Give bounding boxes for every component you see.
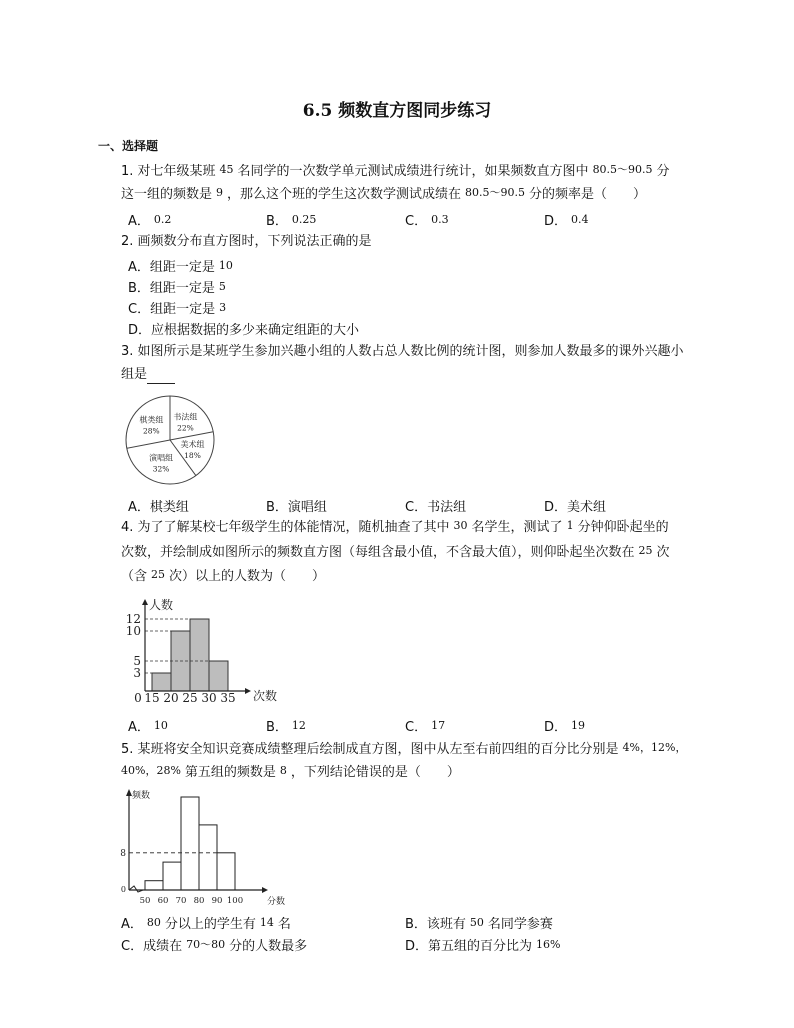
q1-text: 分的频率是（ ） bbox=[529, 187, 647, 202]
q1-line2 bbox=[121, 186, 646, 204]
q4-option-b[interactable]: B． 12 bbox=[266, 719, 306, 735]
q4-line2: 次数，并绘制成如图所示的频数直方图（每组含最小值，不含最大值），则仰卧起坐次数在 25 次 bbox=[121, 544, 670, 560]
x-tick-label: 20 bbox=[163, 691, 179, 705]
x-tick-label: 35 bbox=[220, 691, 236, 705]
q4-line3: （含 25 次）以上的人数为（ ） bbox=[121, 568, 326, 584]
x-axis-label: 次数 bbox=[253, 689, 278, 703]
histogram-bar bbox=[199, 825, 217, 890]
situps-histogram bbox=[120, 595, 278, 707]
q5-option-a[interactable]: A． 80 分以上的学生有 14 名 bbox=[121, 916, 291, 932]
q3-option-a[interactable]: A．棋类组 bbox=[128, 500, 189, 515]
x-tick-label: 70 bbox=[175, 896, 187, 906]
q3-line1: 3. 如图所示是某班学生参加兴趣小组的人数占总人数比例的统计图，则参加人数最多的课外兴趣小 bbox=[121, 344, 684, 359]
interest-group-pie-chart bbox=[114, 392, 226, 488]
q1-number: 45 bbox=[219, 163, 234, 176]
pie-slice-label: 书法组 bbox=[173, 412, 198, 422]
origin-label: 0 bbox=[120, 885, 126, 894]
q2-option-d[interactable]: D．应根据数据的多少来确定组距的大小 bbox=[128, 323, 360, 338]
histogram-bar bbox=[163, 862, 181, 890]
x-tick-label: 25 bbox=[182, 691, 198, 705]
y-tick-label: 12 bbox=[125, 612, 141, 626]
y-tick-label: 5 bbox=[133, 654, 141, 668]
x-tick-label: 80 bbox=[193, 896, 205, 906]
q1-text: 这一组的频数是 bbox=[121, 187, 213, 202]
x-tick-label: 30 bbox=[201, 691, 217, 705]
q1-option-d[interactable]: D． 0.4 bbox=[544, 213, 589, 229]
q1-range: 80.5～90.5 bbox=[465, 186, 526, 199]
q5-line2: 40%，28% 第五组的频数是 8 ，下列结论错误的是（ ） bbox=[121, 764, 460, 780]
x-axis-label: 分数 bbox=[267, 897, 286, 907]
q3-option-d[interactable]: D．美术组 bbox=[544, 500, 607, 515]
q1-line1 bbox=[121, 163, 670, 181]
q3-option-c[interactable]: C．书法组 bbox=[405, 500, 467, 515]
histogram-bar bbox=[190, 619, 209, 691]
histogram-bar bbox=[181, 797, 199, 890]
x-tick-label: 15 bbox=[144, 691, 160, 705]
q3-option-b[interactable]: B．演唱组 bbox=[266, 500, 327, 515]
y-axis-label: 频数 bbox=[132, 791, 151, 801]
x-tick-label: 90 bbox=[211, 896, 223, 906]
q1-text: 分 bbox=[656, 164, 670, 179]
q1-option-b[interactable]: B． 0.25 bbox=[266, 213, 317, 229]
q1-range: 80.5～90.5 bbox=[592, 163, 653, 176]
competition-score-histogram bbox=[115, 784, 290, 906]
q1-option-c[interactable]: C． 0.3 bbox=[405, 213, 449, 229]
page-title: 6.5 频数直方图同步练习 bbox=[302, 101, 492, 121]
q5-option-b[interactable]: B．该班有 50 名同学参赛 bbox=[405, 916, 553, 932]
q4-option-d[interactable]: D． 19 bbox=[544, 719, 586, 735]
q5-option-c[interactable]: C．成绩在 70～80 分的人数最多 bbox=[121, 938, 308, 954]
answer-blank[interactable] bbox=[147, 371, 175, 384]
q5-option-d[interactable]: D．第五组的百分比为 16% bbox=[405, 938, 561, 954]
pie-slice-label: 美术组 bbox=[180, 439, 205, 449]
q1-text: 1. 对七年级某班 bbox=[121, 164, 216, 179]
q1-text: 名同学的一次数学单元测试成绩进行统计，如果频数直方图中 bbox=[237, 164, 589, 179]
q4-option-a[interactable]: A． 10 bbox=[128, 719, 168, 735]
q2-option-a[interactable]: A．组距一定是 10 bbox=[128, 259, 233, 275]
pie-slice-label: 演唱组 bbox=[149, 453, 174, 463]
histogram-bar bbox=[209, 661, 228, 691]
q5-line1: 5. 某班将安全知识竞赛成绩整理后绘制成直方图，图中从左至右前四组的百分比分别是 4%，12%， bbox=[121, 741, 687, 757]
q2-option-c[interactable]: C．组距一定是 3 bbox=[128, 301, 227, 317]
q1-text: ，那么这个班的学生这次数学测试成绩在 bbox=[227, 187, 462, 202]
pie-slice-percent: 28% bbox=[143, 426, 160, 436]
y-axis-arrow bbox=[142, 599, 148, 605]
q4-line1: 4. 为了了解某校七年级学生的体能情况，随机抽查了其中 30 名学生，测试了 1 分钟仰卧起坐的 bbox=[121, 519, 669, 535]
x-tick-label: 100 bbox=[226, 896, 244, 906]
pie-slice-percent: 18% bbox=[184, 450, 201, 460]
axis-break bbox=[129, 886, 143, 892]
y-axis-label: 人数 bbox=[149, 598, 174, 612]
histogram-bar bbox=[145, 881, 163, 890]
q4-option-c[interactable]: C． 17 bbox=[405, 719, 446, 735]
x-tick-label: 0 bbox=[134, 691, 142, 705]
y-tick-label: 3 bbox=[133, 666, 141, 680]
q2-option-b[interactable]: B．组距一定是 5 bbox=[128, 280, 226, 296]
x-axis-arrow bbox=[245, 688, 251, 694]
y-tick-label: 8 bbox=[120, 848, 126, 859]
histogram-bar bbox=[217, 853, 235, 890]
pie-slice-label: 棋类组 bbox=[139, 415, 164, 425]
pie-slice-percent: 32% bbox=[152, 464, 170, 474]
histogram-bar bbox=[152, 673, 171, 691]
pie-slice-percent: 22% bbox=[177, 423, 194, 433]
q1-number: 9 bbox=[216, 186, 224, 199]
x-axis-arrow bbox=[262, 887, 268, 893]
section-heading: 一、选择题 bbox=[98, 139, 159, 153]
q2-stem: 2. 画频数分布直方图时，下列说法正确的是 bbox=[121, 234, 372, 249]
q3-line2: 组是 bbox=[121, 366, 175, 384]
y-tick-label: 10 bbox=[125, 624, 141, 638]
x-tick-label: 60 bbox=[157, 896, 169, 906]
x-tick-label: 50 bbox=[139, 896, 151, 906]
q1-option-a[interactable]: A． 0.2 bbox=[128, 213, 172, 229]
